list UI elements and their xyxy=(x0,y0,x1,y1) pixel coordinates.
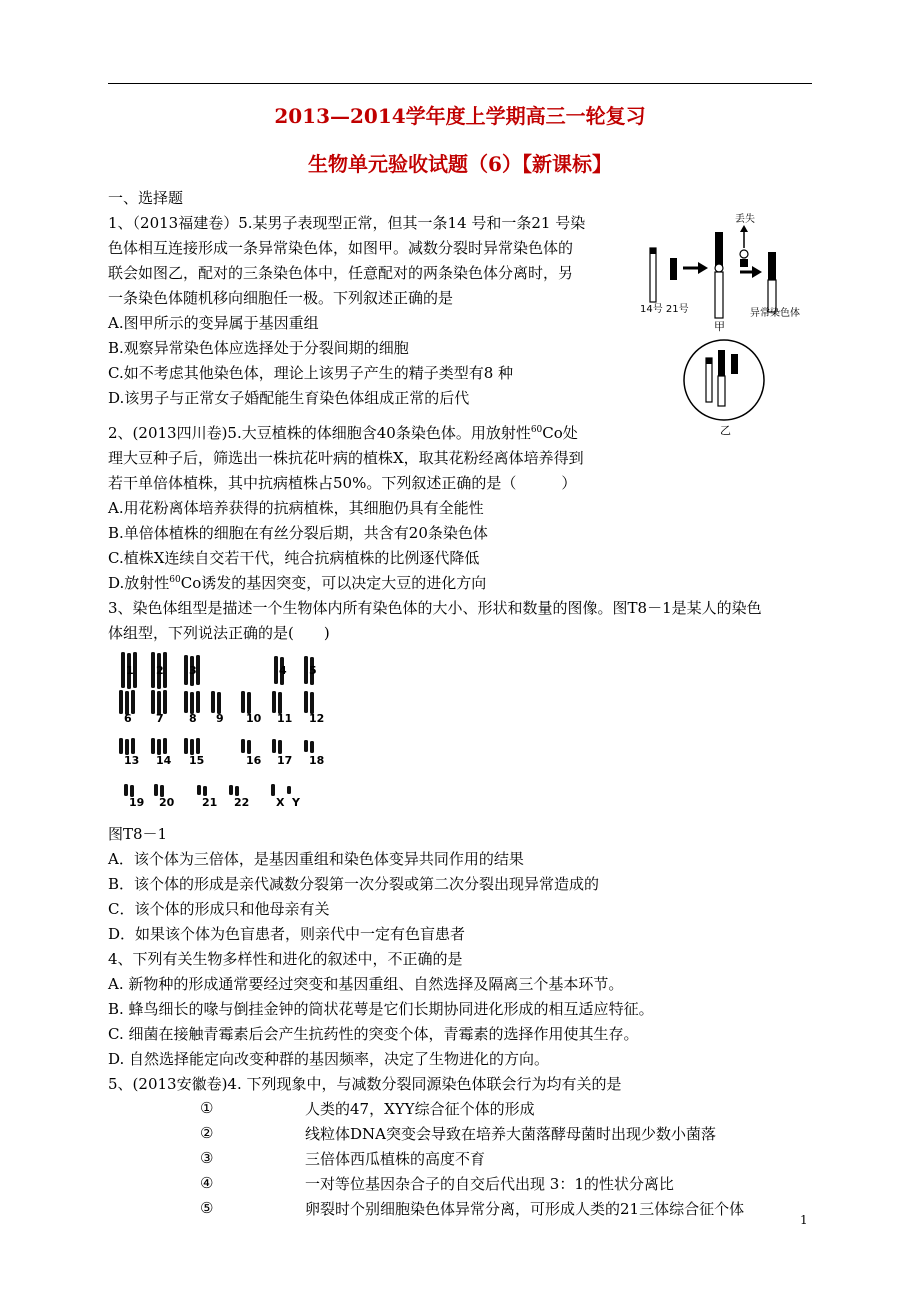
chromosome-mark xyxy=(247,692,251,714)
chromosome-label: 6 xyxy=(124,712,132,725)
chromosome-label: 13 xyxy=(124,754,140,767)
q1-line2: 色体相互连接形成一条异常染色体，如图甲。减数分裂时异常染色体的 xyxy=(108,239,574,257)
chromosome-mark xyxy=(190,692,194,714)
chromosome-mark xyxy=(197,785,201,795)
chromosome-mark xyxy=(196,738,200,754)
header-rule xyxy=(108,83,812,84)
fused-chromosome xyxy=(715,232,723,268)
chromosome-mark xyxy=(310,692,314,714)
q3-option-d: D．如果该个体为色盲患者，则亲代中一定有色盲患者 xyxy=(108,925,466,943)
chromosome-label: 2 xyxy=(156,664,164,677)
chromosome-mark xyxy=(157,739,161,755)
chromosome-mark xyxy=(310,741,314,753)
chromosome-label: 21 xyxy=(202,796,218,809)
q1-line4: 一条染色体随机移向细胞任一极。下列叙述正确的是 xyxy=(108,289,454,307)
chromosome-label: 16 xyxy=(246,754,262,767)
chromosome-mark xyxy=(217,692,221,714)
chromosome-label: Y xyxy=(292,796,300,809)
chromosome-label: 22 xyxy=(234,796,250,809)
q5-item-number: ⑤ xyxy=(200,1199,214,1217)
chromosome-mark xyxy=(278,692,282,714)
arrow-icon xyxy=(698,262,708,274)
q1-option-c: C.如不考虑其他染色体，理论上该男子产生的精子类型有8 种 xyxy=(108,364,514,382)
chromosome-label: 8 xyxy=(189,712,197,725)
q2-option-d: D.放射性$^{60}$Co诱发的基因突变，可以决定大豆的进化方向 xyxy=(108,574,487,592)
chromosome-label: 9 xyxy=(216,712,224,725)
chromosome-label: X xyxy=(276,796,285,809)
q3-option-b: B．该个体的形成是亲代减数分裂第一次分裂或第二次分裂出现异常造成的 xyxy=(108,875,600,893)
q5-item-text: 三倍体西瓜植株的高度不育 xyxy=(305,1150,486,1168)
chromosome-label: 4 xyxy=(279,664,287,677)
chromosome-mark xyxy=(203,786,207,796)
chromosome-mark xyxy=(151,690,155,714)
chromosome-mark xyxy=(241,739,245,753)
q3-line2: 体组型，下列说法正确的是( ) xyxy=(108,624,330,642)
chromosome-mark xyxy=(211,691,215,713)
chromosome-mark xyxy=(131,738,135,754)
q5-item-text: 一对等位基因杂合子的自交后代出现 3：1的性状分离比 xyxy=(305,1175,674,1193)
q3-option-c: C．该个体的形成只和他母亲有关 xyxy=(108,900,330,918)
page-number: 1 xyxy=(800,1213,808,1227)
chromosome-label: 7 xyxy=(156,712,164,725)
chromosome-mark xyxy=(247,740,251,754)
chromosome-mark xyxy=(163,690,167,714)
label-14-21: 14号 21号 xyxy=(640,304,689,315)
chromosome-mark xyxy=(304,656,308,684)
label-yi: 乙 xyxy=(720,424,731,437)
q1-option-b: B.观察异常染色体应选择处于分裂间期的细胞 xyxy=(108,339,409,357)
q5-item-number: ④ xyxy=(200,1174,214,1192)
chromosome-label: 19 xyxy=(129,796,145,809)
page-subtitle: 生物单元验收试题（6）【新课标】 xyxy=(308,152,612,176)
q1-line3: 联会如图乙，配对的三条染色体中，任意配对的两条染色体分离时，另 xyxy=(108,264,574,282)
chromosome-mark xyxy=(196,691,200,713)
q4-option-c: C. 细菌在接触青霉素后会产生抗药性的突变个体，青霉素的选择作用使其生存。 xyxy=(108,1025,639,1043)
label-abnormal: 异常染色体 xyxy=(750,308,800,319)
chromosome-label: 17 xyxy=(277,754,293,767)
chromosome-mark xyxy=(235,786,239,796)
q5-item-number: ② xyxy=(200,1124,214,1142)
chromosome-mark xyxy=(119,738,123,754)
karyotype-figure xyxy=(108,648,348,818)
q5-item-number: ③ xyxy=(200,1149,214,1167)
q1-option-a: A.图甲所示的变异属于基因重组 xyxy=(108,314,319,332)
chromosome-21 xyxy=(670,258,677,280)
q2-line3: 若干单倍体植株，其中抗病植株占50%。下列叙述正确的是（ ） xyxy=(108,474,577,492)
chromosome-mark xyxy=(184,655,188,685)
chromosome-mark xyxy=(131,690,135,714)
q1-option-d: D.该男子与正常女子婚配能生育染色体组成正常的后代 xyxy=(108,389,470,407)
label-lost: 丢失 xyxy=(735,214,755,225)
chromosome-mark xyxy=(154,784,158,796)
chromosome-mark xyxy=(304,740,308,752)
section-heading: 一、选择题 xyxy=(108,189,184,207)
q2-line2: 理大豆种子后，筛选出一株抗花叶病的植株X，取其花粉经离体培养得到 xyxy=(108,449,584,467)
chromosome-14 xyxy=(650,248,656,302)
chromosome-mark xyxy=(151,738,155,754)
chromosome-mark xyxy=(121,652,125,688)
q2-option-a: A.用花粉离体培养获得的抗病植株，其细胞仍具有全能性 xyxy=(108,499,484,517)
q2-line1: 2、(2013四川卷)5.大豆植株的体细胞含40条染色体。用放射性$^{60}$Co处 xyxy=(108,424,578,442)
label-jia: 甲 xyxy=(714,320,725,333)
chromosome-label: 14 xyxy=(156,754,172,767)
q4-option-a: A. 新物种的形成通常要经过突变和基因重组、自然选择及隔离三个基本环节。 xyxy=(108,975,624,993)
chromosome-label: 12 xyxy=(309,712,325,725)
q5-item-number: ① xyxy=(200,1099,214,1117)
chromosome-mark xyxy=(241,691,245,713)
chromosome-mark xyxy=(287,786,291,794)
chromosome-label: 3 xyxy=(189,664,197,677)
q4-option-d: D. 自然选择能定向改变种群的基因频率，决定了生物进化的方向。 xyxy=(108,1050,550,1068)
chromosome-mark xyxy=(272,691,276,713)
q3-option-a: A．该个体为三倍体，是基因重组和染色体变异共同作用的结果 xyxy=(108,850,524,868)
chromosome-mark xyxy=(119,690,123,714)
q5-item-text: 线粒体DNA突变会导致在培养大菌落酵母菌时出现少数小菌落 xyxy=(305,1125,716,1143)
chromosome-mark xyxy=(190,739,194,755)
chromosome-label: 18 xyxy=(309,754,325,767)
chromosome-label: 1 xyxy=(126,664,134,677)
chromosome-mark xyxy=(271,784,275,796)
q3-line1: 3、染色体组型是描述一个生物体内所有染色体的大小、形状和数量的图像。图T8－1是某人的染色 xyxy=(108,599,762,617)
chromosome-mark xyxy=(184,738,188,754)
q5-line1: 5、(2013安徽卷)4. 下列现象中，与减数分裂同源染色体联会行为均有关的是 xyxy=(108,1075,622,1093)
figure-caption: 图T8－1 xyxy=(108,825,168,843)
chromosome-mark xyxy=(274,656,278,684)
arrow-up-icon xyxy=(740,225,748,232)
chromosome-mark xyxy=(272,739,276,753)
q5-item-text: 人类的47，XYY综合征个体的形成 xyxy=(305,1100,535,1118)
chromosome-label: 11 xyxy=(277,712,293,725)
q4-line1: 4、下列有关生物多样性和进化的叙述中，不正确的是 xyxy=(108,950,463,968)
page-title: 2013—2014学年度上学期高三一轮复习 xyxy=(274,104,646,128)
arrow-icon xyxy=(752,266,762,278)
chromosome-label: 20 xyxy=(159,796,175,809)
chromosome-mark xyxy=(304,691,308,713)
chromosome-figure xyxy=(640,208,820,438)
chromosome-mark xyxy=(125,739,129,755)
q2-option-b: B.单倍体植株的细胞在有丝分裂后期，共含有20条染色体 xyxy=(108,524,488,542)
abnormal-chromosome xyxy=(768,252,776,280)
q2-option-c: C.植株X连续自交若干代，纯合抗病植株的比例逐代降低 xyxy=(108,549,480,567)
chromosome-mark xyxy=(124,784,128,796)
chromosome-mark xyxy=(278,740,282,754)
chromosome-mark xyxy=(229,785,233,795)
chromosome-label: 5 xyxy=(309,664,317,677)
chromosome-mark xyxy=(163,738,167,754)
q1-line1: 1、（2013福建卷）5.某男子表现型正常，但其一条14 号和一条21 号染 xyxy=(108,214,586,232)
chromosome-label: 10 xyxy=(246,712,262,725)
q5-item-text: 卵裂时个别细胞染色体异常分离，可形成人类的21三体综合征个体 xyxy=(305,1200,745,1218)
chromosome-label: 15 xyxy=(189,754,205,767)
chromosome-mark xyxy=(151,652,155,688)
chromosome-mark xyxy=(184,691,188,713)
q4-option-b: B. 蜂鸟细长的喙与倒挂金钟的筒状花萼是它们长期协同进化形成的相互适应特征。 xyxy=(108,1000,654,1018)
